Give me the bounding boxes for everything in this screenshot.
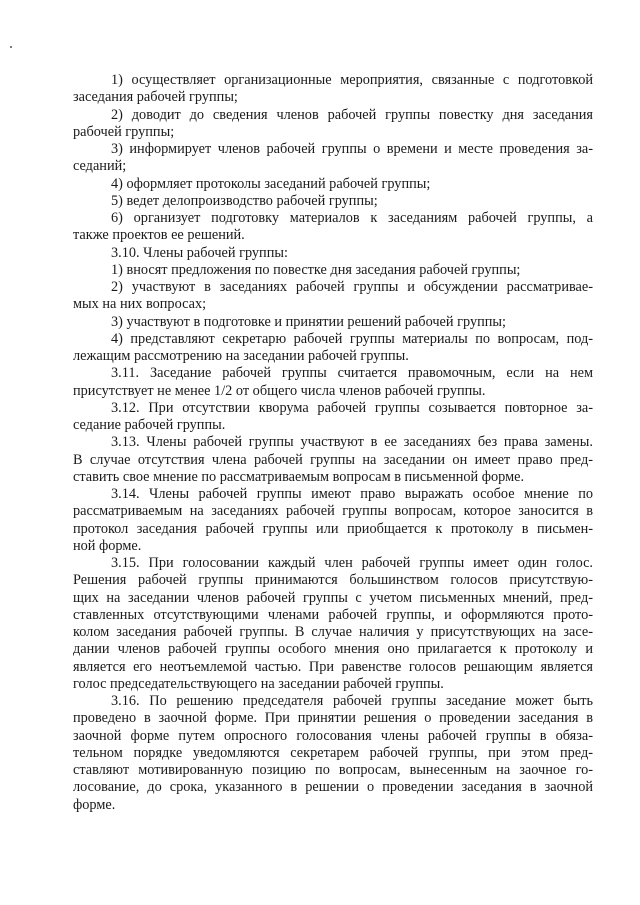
paragraph-line: голос председательствующего на заседании рабочей группы.: [73, 675, 444, 692]
paragraph: [73, 486, 593, 555]
paragraph-line: проведено в заочной форме. При принятии решения о проведении заседания в: [73, 710, 593, 727]
paragraph-line: заседания рабочей группы;: [73, 89, 238, 106]
paragraph-line: присутствует не менее 1/2 от общего числа членов рабочей группы.: [73, 382, 486, 399]
paragraph-line: лосование, до срока, указанного в решении о проведении заседания в заочной: [73, 779, 593, 796]
paragraph-line: 1) вносят предложения по повестке дня заседания рабочей группы;: [111, 261, 521, 278]
paragraph-line: рабочей группы;: [73, 123, 175, 140]
paragraph-line: В случае отсутствия члена рабочей группы на заседании он имеет право пред-: [73, 451, 593, 468]
paragraph: [73, 331, 593, 366]
document-body: [73, 72, 593, 814]
paragraph-line: седание рабочей группы.: [73, 417, 226, 433]
paragraph: [73, 176, 593, 193]
scan-speck: [10, 46, 12, 48]
paragraph-line: щих на заседании членов рабочей группы с учетом письменных мнений, пред-: [73, 589, 593, 606]
paragraph-line: 3) участвуют в подготовке и принятии решений рабочей группы;: [111, 313, 506, 330]
paragraph-line: 4) оформляет протоколы заседаний рабочей группы;: [111, 175, 431, 192]
paragraph: [73, 141, 593, 176]
paragraph-line: 3.14. Члены рабочей группы имеют право выражать особое мнение по: [111, 486, 593, 502]
paragraph: [73, 210, 593, 245]
paragraph-line: 6) организует подготовку материалов к заседаниям рабочей группы, а: [111, 210, 593, 226]
paragraph-line: 3.15. При голосовании каждый член рабочей группы имеет один голос.: [111, 555, 593, 571]
paragraph: [73, 555, 593, 693]
paragraph-line: 2) участвуют в заседаниях рабочей группы и обсуждении рассматривае-: [111, 279, 593, 295]
paragraph-line: ной форме.: [73, 537, 142, 554]
paragraph: [73, 107, 593, 142]
paragraph-line: 4) представляют секретарю рабочей группы материалы по вопросам, под-: [111, 330, 593, 347]
paragraph-line: ставить свое мнение по рассматриваемым вопросам в письменной форме.: [73, 468, 525, 485]
paragraph: [73, 400, 593, 435]
paragraph-line: 5) ведет делопроизводство рабочей группы;: [111, 192, 378, 209]
paragraph: [73, 314, 593, 331]
paragraph-line: Решения рабочей группы принимаются большинством голосов присутствую-: [73, 572, 593, 589]
paragraph-line: тельном порядке уведомляются секретарем рабочей группы, при этом пред-: [73, 744, 593, 761]
paragraph-line: 3.11. Заседание рабочей группы считается правомочным, если на нем: [111, 365, 593, 382]
paragraph-line: 2) доводит до сведения членов рабочей группы повестку дня заседания: [111, 106, 593, 123]
paragraph-line: 3.13. Члены рабочей группы участвуют в ее заседаниях без права замены.: [111, 434, 593, 451]
paragraph-line: является его неотъемлемой частью. При равенстве голосов решающим является: [73, 658, 593, 675]
paragraph: [73, 365, 593, 400]
paragraph-line: седаний;: [73, 158, 127, 175]
paragraph: [73, 193, 593, 210]
paragraph-line: заочной форме путем опросного голосования члены рабочей группы в обяза-: [73, 727, 593, 744]
paragraph-line: протокол заседания рабочей группы или приобщается к протоколу в письмен-: [73, 520, 593, 537]
paragraph-line: ставляют мотивированную позицию по вопросам, вынесенным на заочное го-: [73, 762, 593, 778]
paragraph: [73, 72, 593, 107]
paragraph-line: ставленных отсутствующими членами рабочей группы, и оформляются прото-: [73, 606, 593, 623]
paragraph-line: форме.: [73, 796, 116, 813]
paragraph-line: мых на них вопросах;: [73, 296, 207, 313]
paragraph-line: 3.10. Члены рабочей группы:: [111, 244, 288, 261]
paragraph-line: 1) осуществляет организационные мероприятия, связанные с подготовкой: [111, 72, 593, 88]
paragraph: [73, 434, 593, 486]
paragraph-line: рассматриваемым на заседаниях рабочей группы вопросам, которое заносится в: [73, 503, 593, 520]
paragraph: [73, 693, 593, 814]
paragraph-line: колом заседания рабочей группы. В случае наличия у присутствующих на засе-: [73, 624, 593, 640]
paragraph-line: дании членов рабочей группы особого мнения оно прилагается к протоколу и: [73, 641, 593, 658]
paragraph: [73, 279, 593, 314]
paragraph-line: лежащим рассмотрению на заседании рабочей группы.: [73, 348, 409, 364]
paragraph: [73, 245, 593, 262]
paragraph-line: 3.12. При отсутствии кворума рабочей группы созывается повторное за-: [111, 399, 593, 416]
paragraph-line: 3) информирует членов рабочей группы о времени и месте проведения за-: [111, 141, 593, 157]
paragraph-line: также проектов ее решений.: [73, 227, 245, 244]
paragraph: [73, 262, 593, 279]
paragraph-line: 3.16. По решению председателя рабочей группы заседание может быть: [111, 693, 593, 709]
